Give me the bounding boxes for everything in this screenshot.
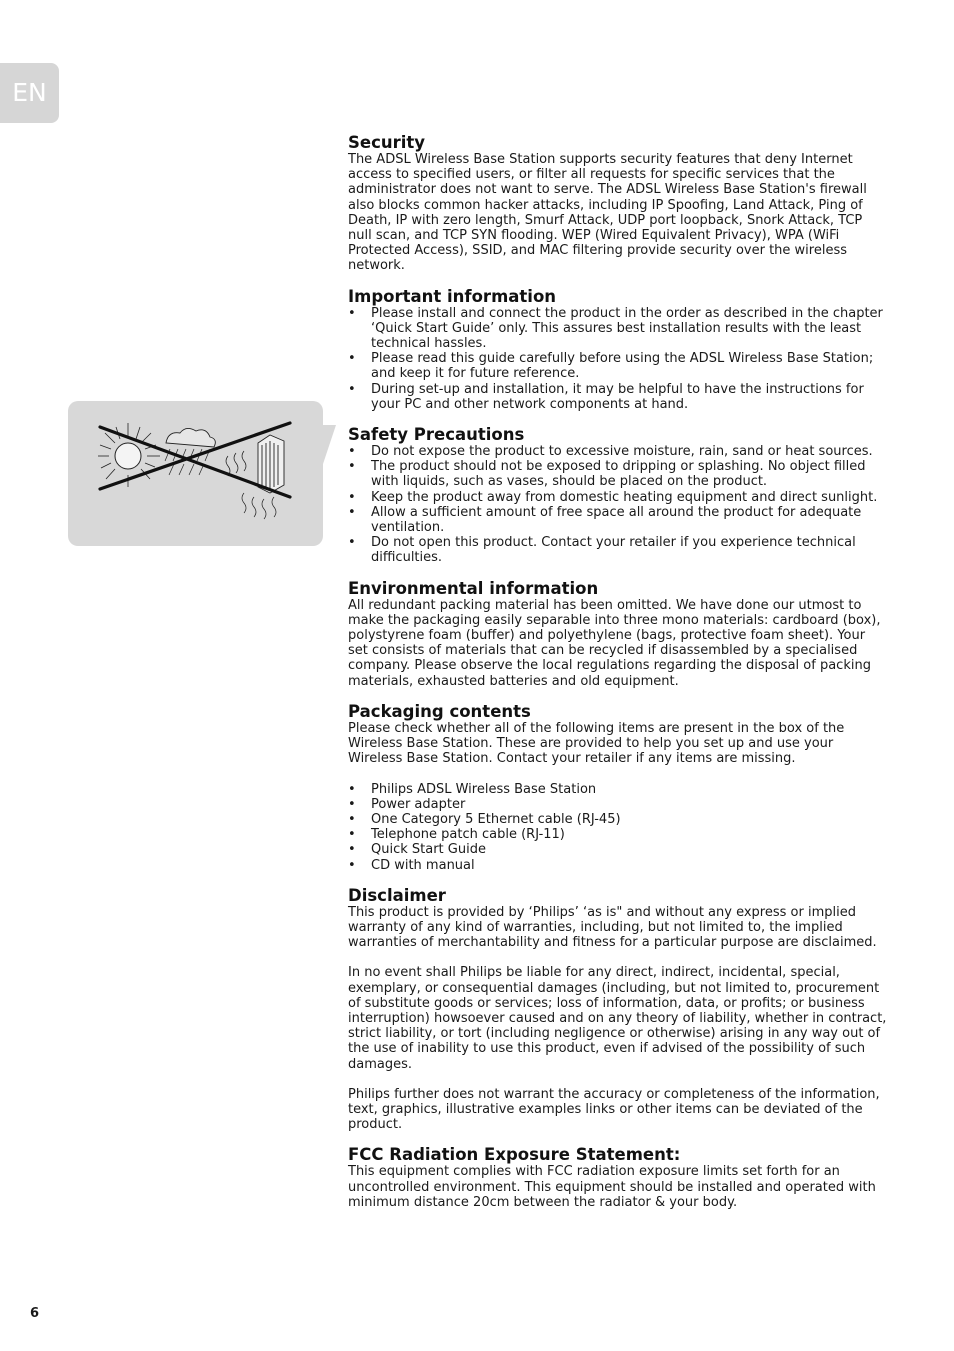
section-body: This product is provided by ‘Philips’ ‘as is" and without any express or implied warranty of any kind of warranties, including, but not limited to, the implied warranties of merchantability and fitness for a particular purpose are disclaimed. bbox=[348, 904, 877, 951]
security-section bbox=[348, 133, 888, 274]
safety-illustration bbox=[68, 401, 323, 546]
section-body: In no event shall Philips be liable for any direct, indirect, incidental, special, exemplary, or consequential damages (including, but not limited to, procurement of substitute goods or services; loss of information, data, or profits; or business interruption) howsoever caused and on any theory of liability, whether in contract, strict liability, or tort (including negligence or otherwise) arising in any way out of the use of inability to use this product, even if advised of the possibility of such damages. bbox=[348, 965, 887, 1072]
section-body: All redundant packing material has been omitted. We have done our utmost to make the packaging easily separable into three mono materials: cardboard (box), polystyrene foam (buffer) and polyethylene (bags, protective foam sheet). Your set consists of materials that can be recycled if disassembled by a specialised company. Please observe the local regulations regarding the disposal of packing materials, exhausted batteries and old equipment. bbox=[348, 597, 881, 689]
section-title: Packaging contents bbox=[348, 701, 531, 721]
language-tab: EN bbox=[0, 63, 59, 123]
section-title: Important information bbox=[348, 286, 557, 306]
section-title: Safety Precautions bbox=[348, 425, 525, 445]
list-item: • Please read this guide carefully before using the ADSL Wireless Base Station; and keep it for future reference. bbox=[348, 351, 888, 381]
disclaimer-section bbox=[348, 886, 888, 1133]
section-title: Security bbox=[348, 133, 426, 152]
list-item: • Allow a sufficient amount of free space all around the product for adequate ventilation. bbox=[348, 505, 888, 535]
list-item: • The product should not be exposed to dripping or splashing. No object filled with liquids, such as vases, should be placed on the product. bbox=[348, 459, 888, 489]
list-item: • Power adapter bbox=[348, 797, 888, 812]
section-body: Please check whether all of the following items are present in the box of the Wireless Base Station. These are provided to help you set up and use your Wireless Base Station. Contact your retailer if any items are missing. bbox=[348, 720, 845, 767]
page-number: 6 bbox=[30, 1306, 40, 1321]
section-body: Philips further does not warrant the accuracy or completeness of the information, text, graphics, illustrative examples links or other items can be deviated of the product. bbox=[348, 1086, 880, 1133]
section-body: This equipment complies with FCC radiation exposure limits set forth for an uncontrolled environment. This equipment should be installed and operated with minimum distance 20cm between the radiator & your body. bbox=[348, 1164, 876, 1210]
fcc-statement-section bbox=[348, 1145, 888, 1210]
list-item: • One Category 5 Ethernet cable (RJ-45) bbox=[348, 812, 888, 827]
list-item: • Philips ADSL Wireless Base Station bbox=[348, 782, 888, 797]
list-item: • Please install and connect the product in the order as described in the chapter ‘Quick Start Guide’ only. This assures best installation results with the least technical hassles. bbox=[348, 306, 888, 352]
list-item: • Telephone patch cable (RJ-11) bbox=[348, 827, 888, 842]
list-item: • Do not expose the product to excessive moisture, rain, sand or heat sources. bbox=[348, 444, 888, 459]
environmental-information-section bbox=[348, 579, 888, 689]
list-item: • Keep the product away from domestic heating equipment and direct sunlight. bbox=[348, 490, 888, 505]
bullet-list bbox=[348, 782, 888, 873]
bullet-list bbox=[348, 306, 888, 412]
list-item: • During set-up and installation, it may be helpful to have the instructions for your PC and other network components at hand. bbox=[348, 382, 888, 412]
list-item: • Do not open this product. Contact your retailer if you experience technical difficulties. bbox=[348, 535, 888, 565]
section-title: Environmental information bbox=[348, 578, 599, 598]
callout-pointer bbox=[320, 425, 338, 475]
bullet-list bbox=[348, 444, 888, 566]
safety-precautions-section bbox=[348, 425, 888, 566]
list-item: • Quick Start Guide bbox=[348, 842, 888, 857]
list-item: • CD with manual bbox=[348, 858, 888, 873]
section-body: The ADSL Wireless Base Station supports security features that deny Internet access to specified users, or filter all requests for specific services that the administrator does not want to serve. The ADSL Wireless Base Station's firewall also blocks common hacker attacks, including IP Spoofing, Land Attack, Ping of Death, IP with zero length, Smurf Attack, UDP port loopback, Snork Attack, TCP null scan, and TCP SYN flooding. WEP (Wired Equivalent Privacy), WPA (WiFi Protected Access), SSID, and MAC filtering provide security over the wireless network. bbox=[348, 152, 867, 274]
section-title: FCC Radiation Exposure Statement: bbox=[348, 1145, 681, 1165]
important-information-section bbox=[348, 287, 888, 412]
main-content bbox=[348, 133, 888, 1223]
packaging-contents-section bbox=[348, 702, 888, 873]
section-title: Disclaimer bbox=[348, 885, 446, 905]
